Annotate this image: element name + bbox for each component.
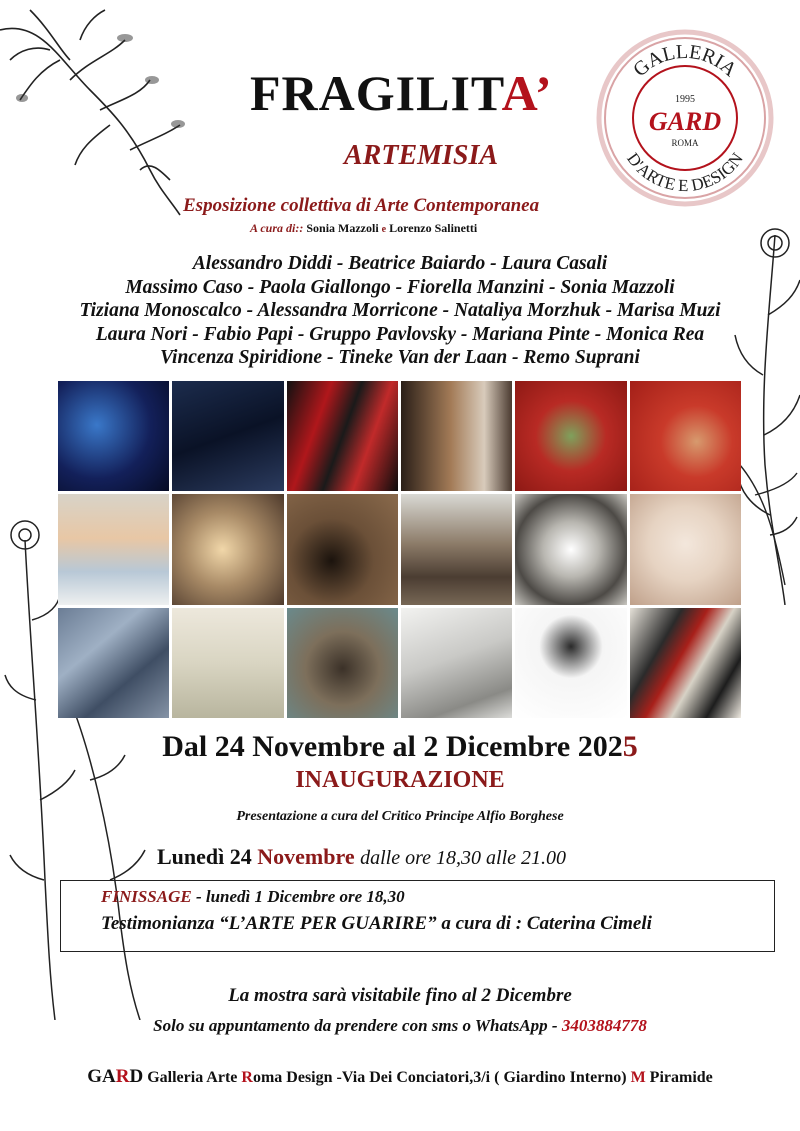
svg-text:GALLERIA: GALLERIA (629, 40, 741, 82)
footer-brand-part: D (129, 1066, 144, 1087)
exhibition-dates (0, 730, 800, 764)
footer-metro: M (630, 1069, 646, 1086)
opening-hours: dalle ore 18,30 alle 21.00 (360, 847, 567, 869)
artwork-thumbnail (630, 608, 741, 718)
footer-text: Piramide (645, 1069, 713, 1086)
testimony-line: Testimonianza “L’ARTE PER GUARIRE” a cura di : Caterina Cimeli (101, 913, 652, 934)
curator-name: Lorenzo Salinetti (389, 221, 478, 235)
svg-text:D'ARTE E DESIGN: D'ARTE E DESIGN (623, 149, 747, 196)
inauguration-heading: INAUGURAZIONE (295, 767, 505, 793)
botanical-illustration-top-left (0, 0, 200, 220)
presentation-credit: Presentazione a cura del Critico Principe Alfio Borghese (236, 809, 564, 824)
exhibition-title (250, 65, 553, 121)
artwork-thumbnail (58, 608, 169, 718)
dates-year-digit: 5 (622, 730, 638, 763)
curators-line (250, 221, 477, 236)
artwork-thumbnail (401, 381, 512, 491)
artists-line: Vincenza Spiridione - Tineke Van der Laan - Remo Suprani (160, 347, 640, 368)
finissage-detail: - lunedì 1 Dicembre ore 18,30 (191, 887, 405, 906)
botanical-illustration-mid-right (735, 455, 800, 595)
artwork-thumbnail (172, 381, 283, 491)
title-accent: A’ (501, 65, 553, 121)
dates-main: Dal 24 Novembre al 2 Dicembre 202 (162, 730, 623, 763)
artwork-thumbnail (58, 494, 169, 604)
artists-line: Tiziana Monoscalco - Alessandra Morricone - Nataliya Morzhuk - Marisa Muzi (79, 300, 721, 321)
footer-text: oma Design -Via Dei Conciatori,3/i ( Giardino Interno) (252, 1069, 631, 1086)
artwork-thumbnail (515, 494, 626, 604)
artwork-gallery (58, 381, 741, 718)
visit-info: La mostra sarà visitabile fino al 2 Dicembre (228, 985, 572, 1006)
exhibition-subtitle: ARTEMISIA (344, 140, 499, 171)
gallery-logo (595, 28, 775, 208)
footer-address (0, 1066, 800, 1088)
footer-text: Galleria A (147, 1069, 218, 1086)
footer-brand-part: GA (87, 1066, 116, 1087)
artwork-thumbnail (630, 494, 741, 604)
opening-datetime (157, 844, 566, 870)
footer-text: rte (217, 1069, 242, 1086)
curators-conjunction: e (381, 224, 387, 235)
artwork-thumbnail (287, 381, 398, 491)
curator-name: Sonia Mazzoli (306, 221, 379, 235)
artists-line: Massimo Caso - Paola Giallongo - Fiorella Manzini - Sonia Mazzoli (125, 276, 675, 298)
opening-month: Novembre (257, 844, 355, 869)
footer-brand-part: R (115, 1066, 130, 1087)
artwork-thumbnail (401, 494, 512, 604)
artwork-thumbnail (287, 494, 398, 604)
artwork-thumbnail (630, 381, 741, 491)
artwork-thumbnail (401, 608, 512, 718)
opening-day: Lunedì 24 (157, 844, 252, 869)
finissage-box (60, 880, 775, 952)
artwork-thumbnail (172, 608, 283, 718)
title-main: FRAGILIT (250, 65, 502, 121)
finissage-label: FINISSAGE (101, 887, 192, 906)
phone-number: 3403884778 (561, 1016, 647, 1035)
svg-text:ROMA: ROMA (671, 138, 699, 148)
appointment-info (0, 1016, 800, 1036)
footer-text: R (241, 1069, 253, 1086)
artists-list (20, 252, 780, 370)
artwork-thumbnail (515, 608, 626, 718)
artwork-thumbnail (287, 608, 398, 718)
curators-label: A cura di:: (250, 221, 304, 235)
artists-line: Alessandro Diddi - Beatrice Baiardo - Laura Casali (192, 253, 608, 274)
artwork-thumbnail (172, 494, 283, 604)
svg-text:1995: 1995 (675, 94, 695, 105)
exhibition-description: Esposizione collettiva di Arte Contemporanea (183, 195, 540, 216)
artists-line: Laura Nori - Fabio Papi - Gruppo Pavlovsky - Mariana Pinte - Monica Rea (95, 323, 705, 345)
svg-text:GARD: GARD (648, 107, 722, 136)
artwork-thumbnail (515, 381, 626, 491)
artwork-thumbnail (58, 381, 169, 491)
appointment-text: Solo su appuntamento da prendere con sms o WhatsApp - (153, 1016, 562, 1035)
finissage-line (101, 887, 405, 907)
